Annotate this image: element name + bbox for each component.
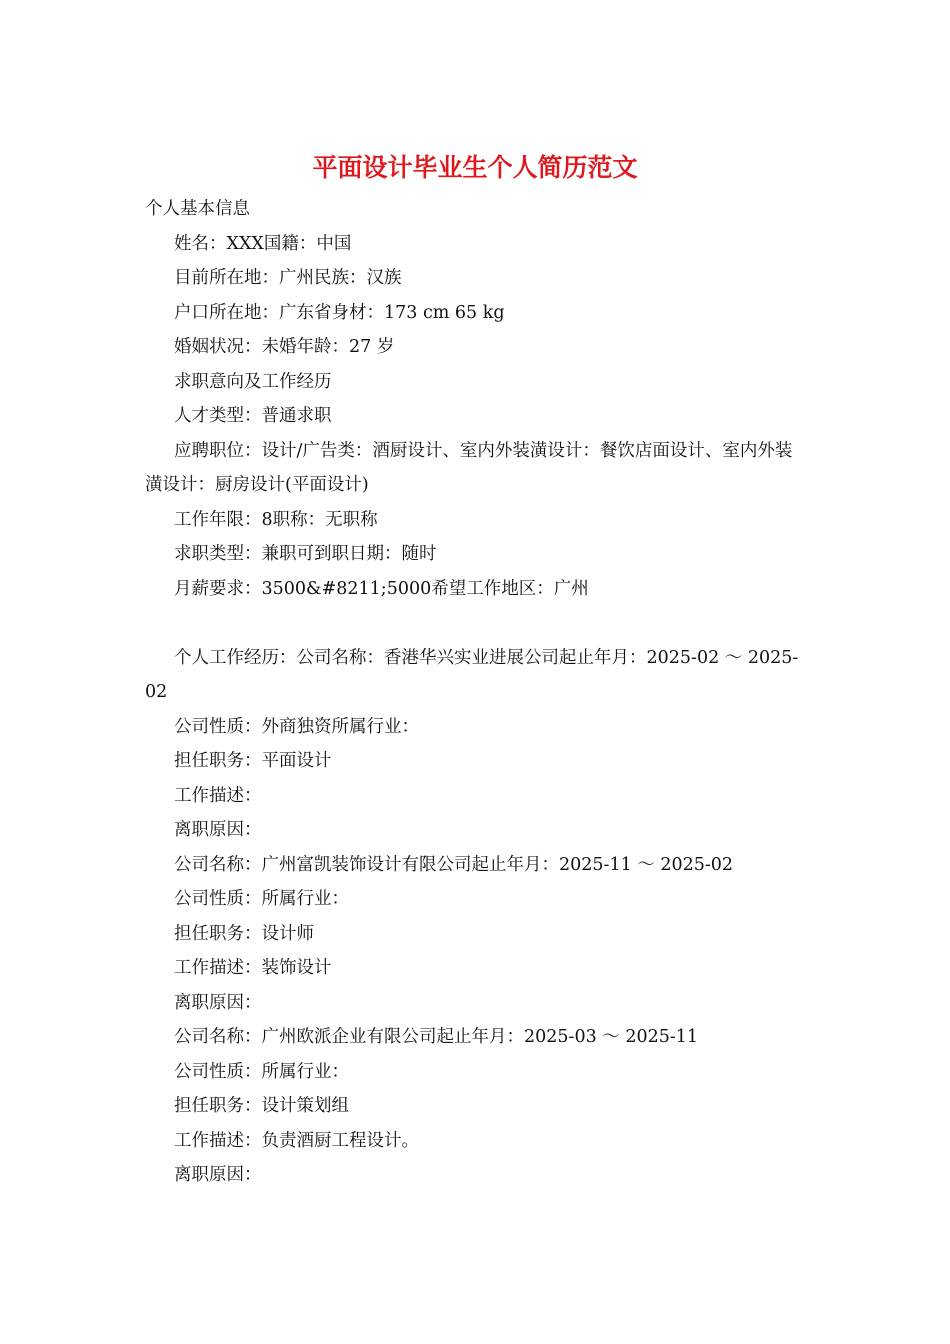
field-salary-region: 月薪要求：3500&#8211;5000希望工作地区：广州 (174, 578, 589, 599)
company-3-leave-reason: 离职原因： (174, 1165, 262, 1185)
company-1-leave-reason: 离职原因： (174, 820, 262, 840)
work-history-company-3: 公司名称：广州欧派企业有限公司起止年月：2025-03 ～ 2025-11 (174, 1027, 699, 1047)
company-1-nature: 公司性质：外商独资所属行业： (174, 716, 419, 737)
section-heading-job-intent: 求职意向及工作经历 (174, 371, 332, 392)
field-hukou-body: 户口所在地：广东省身材：173 cm 65 kg (174, 302, 505, 323)
company-2-position: 担任职务：设计师 (174, 923, 314, 944)
company-2-leave-reason: 离职原因： (174, 992, 262, 1013)
company-2-nature: 公司性质：所属行业： (174, 889, 349, 909)
company-3-description: 工作描述：负责酒厨工程设计。 (174, 1130, 419, 1151)
section-heading-basic-info: 个人基本信息 (145, 199, 250, 219)
company-2-description: 工作描述：装饰设计 (174, 958, 332, 978)
work-history-company-2: 公司名称：广州富凯装饰设计有限公司起止年月：2025-11 ～ 2025-02 (174, 854, 734, 875)
document-title: 平面设计毕业生个人简历范文 (312, 153, 638, 182)
blank-line (145, 606, 805, 641)
field-talent-type: 人才类型：普通求职 (174, 406, 332, 426)
company-3-nature: 公司性质：所属行业： (174, 1061, 349, 1082)
field-job-type-start: 求职类型：兼职可到职日期：随时 (174, 544, 437, 564)
field-years-title: 工作年限：8职称：无职称 (174, 509, 378, 530)
company-3-position: 担任职务：设计策划组 (174, 1096, 349, 1116)
company-1-description: 工作描述： (174, 785, 262, 806)
work-history-company-1: 个人工作经历：公司名称：香港华兴实业进展公司起止年月：2025-02 ～ 2025-02 (145, 647, 799, 702)
field-marital-age: 婚姻状况：未婚年龄：27 岁 (174, 337, 395, 357)
resume-body (145, 192, 805, 1193)
field-name-nationality: 姓名：XXX国籍：中国 (174, 233, 352, 254)
field-applied-position: 应聘职位：设计/广告类：酒厨设计、室内外装潢设计：餐饮店面设计、室内外装潢设计：厨房设计(平面设计) (145, 440, 793, 495)
company-1-position: 担任职务：平面设计 (174, 751, 332, 771)
field-location-ethnicity: 目前所在地：广州民族：汉族 (174, 268, 402, 288)
